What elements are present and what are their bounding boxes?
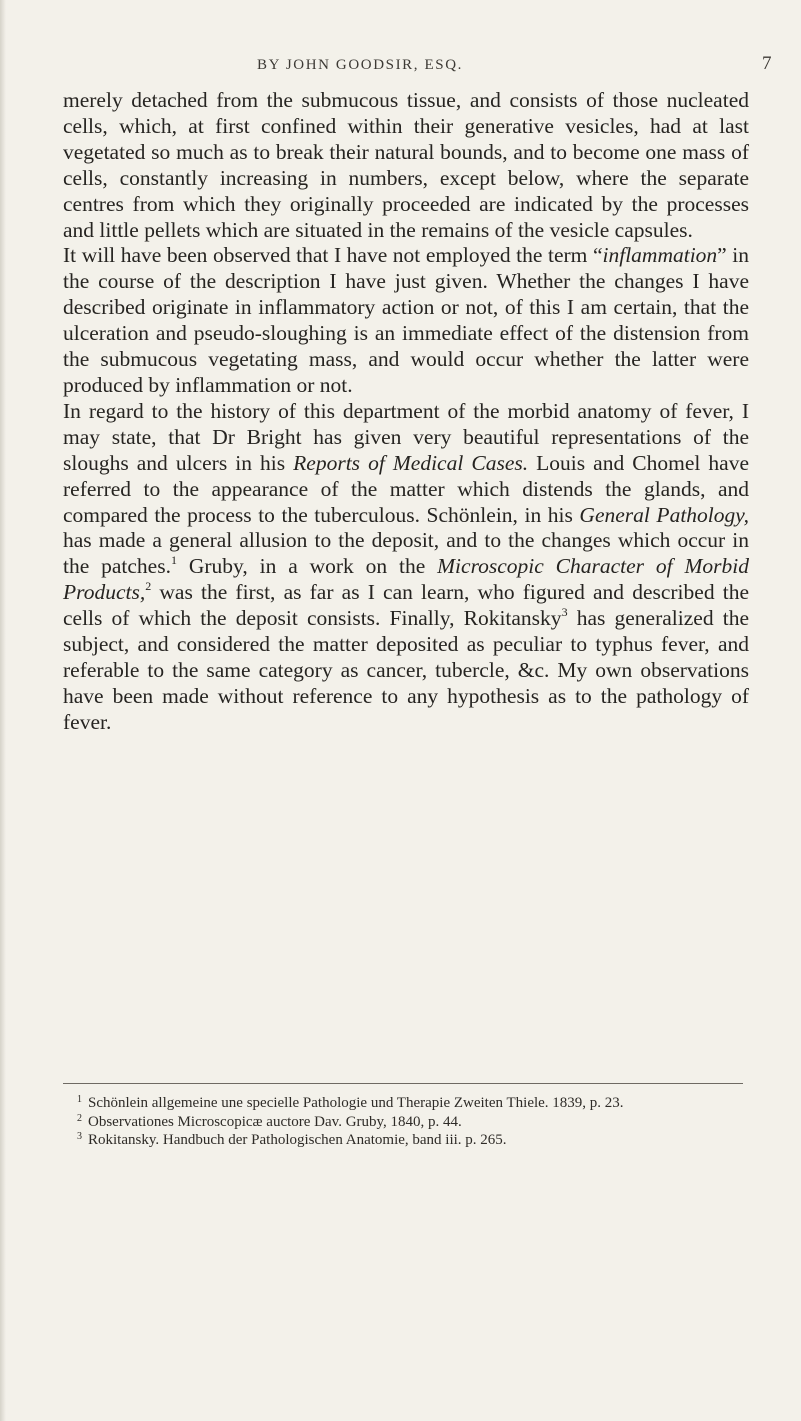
paragraph-2-text-a: It will have been observed that I have not employed the term “ bbox=[63, 243, 603, 268]
paragraph-continuation bbox=[63, 88, 749, 243]
footnote-divider bbox=[63, 1083, 743, 1084]
footnote-ref-3[interactable]: 3 bbox=[561, 605, 568, 620]
footnote-text: Schönlein allgemeine une specielle Pathologie und Therapie Zweiten Thiele. 1839, p. 23. bbox=[88, 1095, 624, 1111]
paragraph-3-text-e: was the first, as far as I can learn, who figured and described the cells of which the deposit consists. Finally, Rokitansky bbox=[63, 580, 749, 631]
paragraph-3-text-f: has generalized the subject, and considered the matter deposited as peculiar to typhus fever, and referable to the same category as cancer, tubercle, &c. My own observations have been made without reference to any hypothesis as to the pathology of fever. bbox=[63, 606, 749, 734]
footnote-number: 3 bbox=[77, 1131, 82, 1143]
footnote-number: 2 bbox=[77, 1112, 82, 1124]
body-text bbox=[63, 88, 749, 736]
footnotes bbox=[63, 1094, 749, 1150]
footnote-2 bbox=[63, 1113, 749, 1132]
paragraph-2-text-b: ” in the course of the description I have just given. Whether the changes I have described originate in inflammatory action or not, of this I am certain, that the ulceration and pseudo-sloughing is an immediate effect of the distension from the submucous vegetating mass, and would occur whether the latter were produced by inflammation or not. bbox=[63, 243, 749, 397]
paragraph-1-text: merely detached from the submucous tissue, and consists of those nucleated cells, which, at first confined within their generative vesicles, had at last vegetated so much as to break their natural bounds, and to become one mass of cells, constantly increasing in numbers, except below, where the separate centres from which they originally proceeded are indicated by the processes and little pellets which are situated in the remains of the vesicle capsules. bbox=[63, 88, 749, 242]
footnote-text: Rokitansky. Handbuch der Pathologischen Anatomie, band iii. p. 265. bbox=[88, 1132, 507, 1149]
paragraph-3-text-a: In regard to the history of this department of the morbid anatomy of fever, I may state, that Dr Bright has given very beautiful representations of the sloughs and ulcers in his bbox=[63, 398, 749, 475]
footnote-3 bbox=[63, 1131, 749, 1150]
title-reports-medical-cases: Reports of Medical Cases. bbox=[293, 450, 529, 475]
footnote-text: Observationes Microscopicæ auctore Dav. Gruby, 1840, p. 44. bbox=[88, 1113, 462, 1130]
paragraph-3-text-d: Gruby, in a work on the bbox=[176, 554, 438, 579]
page-gutter-shadow bbox=[0, 0, 6, 1421]
footnote-ref-1[interactable]: 1 bbox=[170, 553, 177, 568]
paragraph-3-text-b: Louis and Chomel have referred to the appearance of the matter which distends the glands, and compared the process to the tuberculous. Schönlein, in his bbox=[63, 450, 749, 527]
paragraph-history bbox=[63, 399, 749, 736]
page-number: 7 bbox=[762, 53, 772, 74]
title-microscopic-character: Microscopic Character of Morbid Products, bbox=[63, 554, 749, 605]
paragraph-inflammation bbox=[63, 243, 749, 398]
term-inflammation: inflammation bbox=[602, 243, 718, 268]
title-general-pathology: General Pathology, bbox=[579, 502, 749, 527]
running-head: BY JOHN GOODSIR, ESQ. bbox=[257, 57, 463, 73]
footnote-1 bbox=[63, 1094, 749, 1113]
paragraph-3-text-c: has made a general allusion to the deposit, and to the changes which occur in the patches. bbox=[63, 528, 749, 579]
footnote-ref-2[interactable]: 2 bbox=[145, 579, 152, 594]
footnote-number: 1 bbox=[77, 1094, 82, 1105]
